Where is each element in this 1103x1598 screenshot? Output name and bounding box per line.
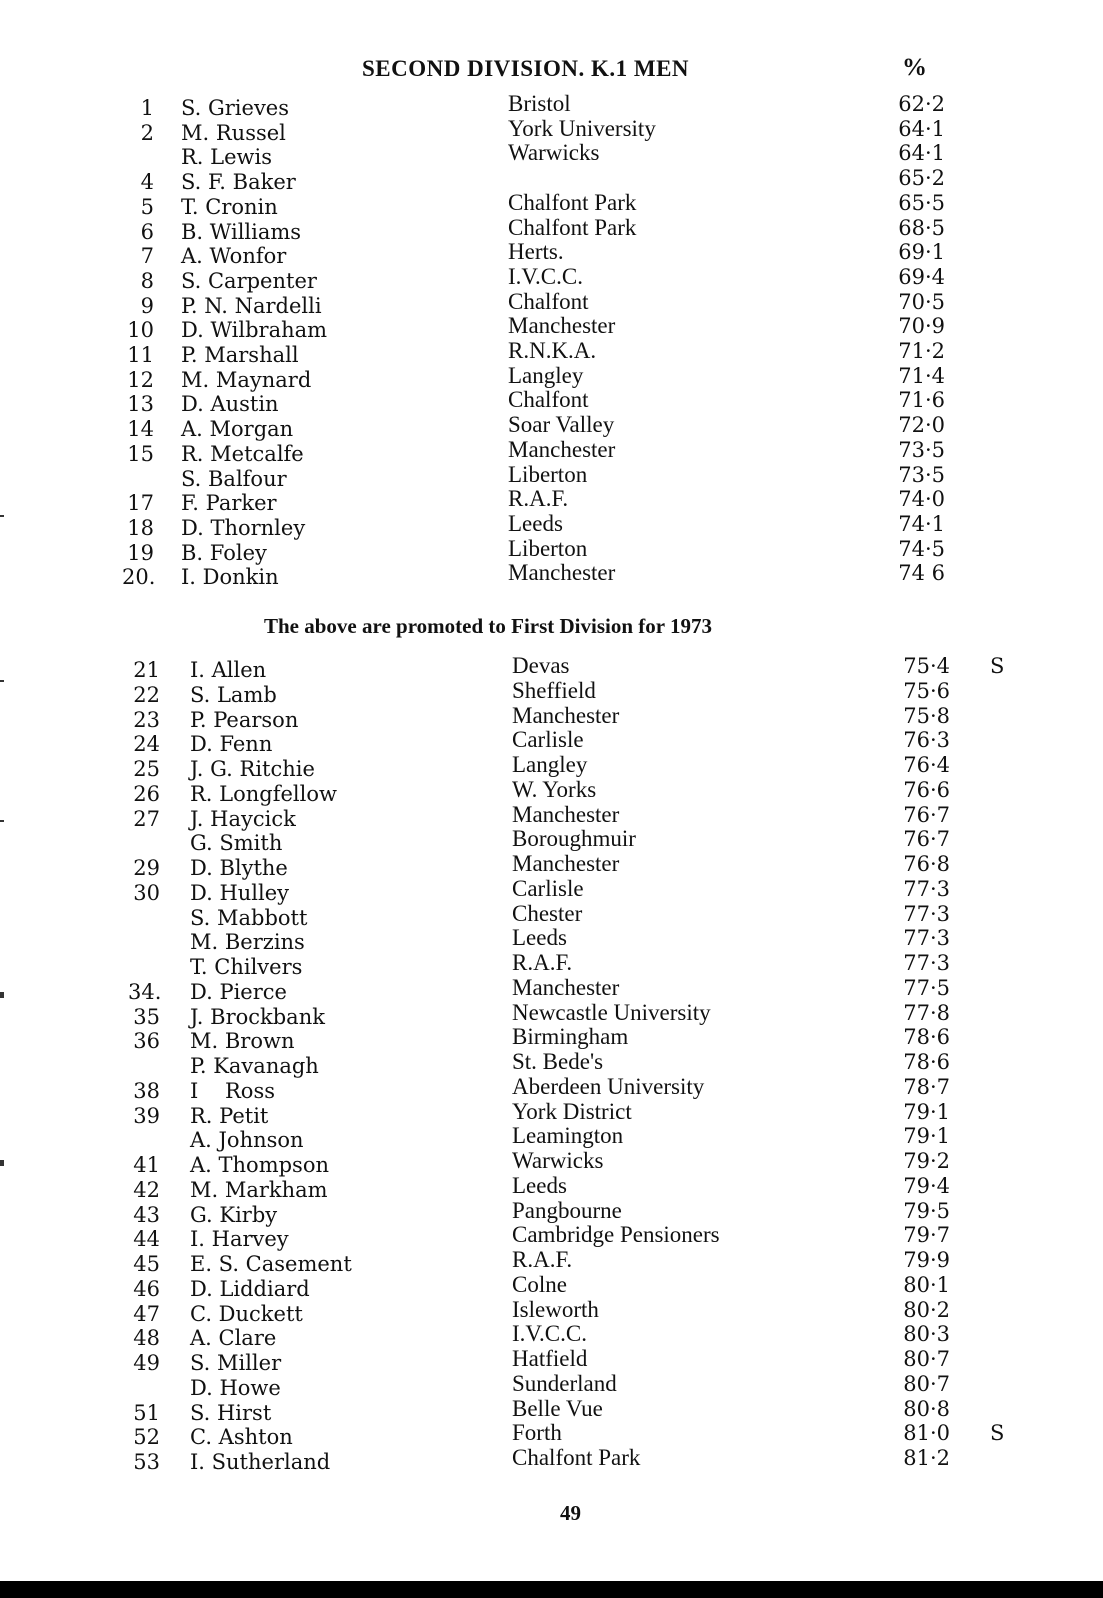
percentage-score: 64·1 — [898, 116, 945, 141]
club-name: Langley — [508, 362, 584, 388]
position-number: 35 — [133, 1004, 160, 1029]
position-number: 29 — [133, 856, 160, 880]
club-name: Pangbourne — [512, 1197, 622, 1223]
competitor-name: P. Kavanagh — [190, 1054, 319, 1078]
club-name: Aberdeen University — [512, 1073, 705, 1099]
scan-edge-mark — [0, 820, 4, 822]
position-number: 44 — [133, 1227, 160, 1252]
percentage-score: 62·2 — [898, 92, 945, 116]
competitor-name: J. Brockbank — [190, 1004, 325, 1029]
competitor-name: R. Metcalfe — [181, 441, 304, 466]
club-name: Devas — [512, 653, 570, 678]
club-name: Chalfont Park — [508, 189, 637, 215]
position-number: 22 — [133, 682, 160, 707]
percentage-score: 76·6 — [903, 777, 950, 802]
club-name: Forth — [512, 1420, 562, 1446]
table-row — [0, 1445, 1103, 1474]
club-name: Liberton — [508, 461, 588, 487]
competitor-name: I Ross — [190, 1078, 276, 1103]
competitor-name: D. Hulley — [190, 880, 290, 905]
percentage-score: 79·7 — [903, 1223, 950, 1248]
percentage-score: 70·5 — [898, 289, 945, 314]
percentage-score: 75·4 — [903, 654, 950, 678]
percentage-score: 72·0 — [898, 413, 945, 438]
percentage-score: 71·2 — [898, 339, 945, 363]
percentage-score: 80·3 — [903, 1322, 950, 1347]
scan-edge-mark — [0, 992, 4, 998]
club-name: I.V.C.C. — [512, 1321, 587, 1347]
percentage-score: 77·8 — [903, 1000, 950, 1025]
club-name: Herts. — [508, 239, 564, 265]
percentage-score: 71·4 — [898, 363, 945, 388]
competitor-name: D. Austin — [181, 392, 279, 417]
club-name: Chester — [512, 900, 583, 926]
competitor-name: P. N. Nardelli — [181, 293, 322, 318]
club-name: Colne — [512, 1271, 567, 1297]
percentage-score: 81·2 — [903, 1446, 950, 1470]
percentage-score: 75·8 — [903, 703, 950, 728]
competitor-name: P. Marshall — [181, 343, 299, 367]
bottom-rule — [0, 1581, 1103, 1598]
position-number: 15 — [127, 441, 154, 466]
table-row — [0, 560, 1103, 590]
scan-edge-mark — [0, 515, 4, 517]
competitor-name: S. Miller — [190, 1351, 282, 1375]
percentage-score: 73·5 — [898, 437, 945, 462]
percentage-score: 76·7 — [903, 827, 950, 852]
competitor-name: S. F. Baker — [181, 170, 296, 195]
competitor-name: S. Mabbott — [190, 905, 308, 930]
club-name: Belle Vue — [512, 1395, 603, 1421]
percentage-score: 64·1 — [898, 141, 945, 166]
position-number: 20. — [122, 565, 156, 590]
competitor-name: C. Ashton — [190, 1425, 293, 1450]
percentage-score: 74·1 — [898, 511, 945, 536]
position-number: 4 — [140, 170, 154, 195]
club-name: Isleworth — [512, 1296, 599, 1322]
position-number: 36 — [133, 1029, 160, 1054]
note-mark: S — [990, 1421, 1005, 1446]
club-name: Leamington — [512, 1123, 624, 1149]
competitor-name: M. Brown — [190, 1029, 295, 1054]
percentage-score: 78·7 — [903, 1074, 950, 1099]
position-number: 17 — [127, 491, 154, 516]
club-name: Leeds — [512, 1172, 567, 1198]
club-name: R.N.K.A. — [508, 338, 597, 363]
competitor-name: A. Clare — [190, 1326, 277, 1351]
position-number: 48 — [133, 1326, 160, 1351]
percentage-score: 70·9 — [898, 314, 945, 339]
competitor-name: P. Pearson — [190, 707, 299, 732]
competitor-name: M. Maynard — [181, 367, 312, 392]
position-number: 26 — [133, 781, 160, 806]
percentage-score: 77·3 — [903, 901, 950, 926]
club-name: Carlisle — [512, 727, 584, 753]
position-number: 51 — [133, 1400, 160, 1425]
position-number: 53 — [133, 1450, 160, 1474]
competitor-name: D. Wilbraham — [181, 318, 328, 343]
position-number: 2 — [140, 120, 154, 145]
competitor-name: R. Petit — [190, 1103, 269, 1128]
competitor-name: S. Lamb — [190, 682, 277, 707]
club-name: Leeds — [512, 925, 567, 951]
competitor-name: A. Wonfor — [181, 244, 287, 269]
percentage-score: 79·9 — [903, 1248, 950, 1272]
position-number: 49 — [133, 1351, 160, 1375]
position-number: 5 — [140, 194, 154, 219]
club-name: I.V.C.C. — [508, 263, 583, 289]
competitor-name: S. Hirst — [190, 1400, 272, 1425]
percentage-score: 74 6 — [898, 561, 945, 586]
club-name: Carlisle — [512, 875, 584, 901]
club-name: R.A.F. — [512, 950, 573, 975]
competitor-name: B. Foley — [181, 540, 267, 565]
club-name: St. Bede's — [512, 1049, 604, 1074]
competitor-name: J. G. Ritchie — [190, 757, 315, 781]
competitor-name: I. Allen — [190, 658, 267, 682]
percentage-score: 77·3 — [903, 951, 950, 975]
club-name: Warwicks — [512, 1148, 604, 1173]
club-name: Manchester — [508, 313, 616, 339]
club-name: R.A.F. — [508, 486, 569, 512]
scan-edge-mark — [0, 680, 4, 682]
position-number: 52 — [133, 1425, 160, 1450]
competitor-name: F. Parker — [181, 491, 277, 516]
competitor-name: T. Chilvers — [190, 955, 303, 979]
percentage-score: 74·5 — [898, 536, 945, 561]
club-name: Manchester — [512, 974, 620, 1000]
competitor-name: T. Cronin — [181, 194, 278, 219]
club-name: Cambridge Pensioners — [512, 1222, 720, 1248]
competitor-name: M. Markham — [190, 1177, 328, 1202]
club-name: Boroughmuir — [512, 826, 636, 852]
competitor-name: A. Morgan — [181, 417, 294, 442]
position-number: 45 — [133, 1252, 160, 1276]
page-number: 49 — [560, 1501, 581, 1525]
competitor-name: D. Fenn — [190, 732, 273, 757]
club-name: Chalfont Park — [508, 214, 637, 240]
club-name: Warwicks — [508, 140, 600, 166]
position-number: 47 — [133, 1301, 160, 1326]
competitor-name: E. S. Casement — [190, 1252, 352, 1276]
percentage-score: 74·0 — [898, 487, 945, 512]
position-number: 11 — [127, 343, 154, 367]
percentage-score: 76·7 — [903, 802, 950, 827]
percentage-score: 79·1 — [903, 1099, 950, 1124]
percentage-score: 77·3 — [903, 926, 950, 951]
competitor-name: D. Liddiard — [190, 1276, 310, 1301]
competitor-name: D. Pierce — [190, 979, 287, 1004]
competitor-name: C. Duckett — [190, 1301, 303, 1326]
position-number: 30 — [133, 880, 160, 905]
scan-edge-mark — [0, 1160, 4, 1166]
position-number: 8 — [140, 268, 154, 293]
competitor-name: I. Donkin — [181, 565, 279, 590]
position-number: 27 — [133, 806, 160, 831]
note-mark: S — [990, 654, 1005, 678]
position-number: 13 — [127, 392, 154, 417]
percentage-score: 81·0 — [903, 1421, 950, 1446]
percentage-score: 79·5 — [903, 1198, 950, 1223]
position-number: 23 — [133, 707, 160, 732]
position-number: 41 — [133, 1153, 160, 1177]
club-name: W. Yorks — [512, 776, 597, 802]
club-name: Langley — [512, 752, 588, 777]
club-name: York University — [508, 115, 656, 141]
percentage-score: 65·2 — [898, 166, 945, 191]
position-number: 21 — [133, 658, 160, 682]
percentage-score: 76·4 — [903, 753, 950, 777]
percentage-score: 75·6 — [903, 678, 950, 703]
competitor-name: S. Carpenter — [181, 268, 317, 293]
club-name: Sheffield — [512, 677, 596, 703]
percentage-score: 80·7 — [903, 1371, 950, 1396]
percentage-score: 69·4 — [898, 264, 945, 289]
club-name: Chalfont — [508, 288, 589, 314]
percentage-score: 80·2 — [903, 1297, 950, 1322]
competitor-name: G. Kirby — [190, 1202, 278, 1227]
competitor-name: S. Balfour — [181, 466, 287, 491]
club-name: Manchester — [508, 560, 616, 586]
percentage-score: 76·8 — [903, 852, 950, 876]
percentage-score: 79·2 — [903, 1149, 950, 1173]
percentage-score: 79·4 — [903, 1173, 950, 1198]
club-name: Newcastle University — [512, 999, 711, 1025]
club-name: R.A.F. — [512, 1247, 573, 1272]
competitor-name: D. Blythe — [190, 856, 288, 880]
position-number: 7 — [140, 244, 154, 269]
competitor-name: B. Williams — [181, 219, 302, 244]
position-number: 1 — [140, 96, 154, 120]
percentage-score: 69·1 — [898, 240, 945, 265]
percentage-score: 77·5 — [903, 975, 950, 1000]
club-name: Sunderland — [512, 1370, 617, 1396]
position-number: 46 — [133, 1276, 160, 1301]
percentage-score: 79·1 — [903, 1124, 950, 1149]
club-name: Manchester — [512, 801, 620, 827]
promotion-note: The above are promoted to First Division for 1973 — [264, 614, 712, 638]
competitor-name: S. Grieves — [181, 96, 290, 120]
position-number: 38 — [133, 1078, 160, 1103]
percentage-score: 80·1 — [903, 1272, 950, 1297]
position-number: 6 — [140, 219, 154, 244]
club-name: Manchester — [508, 436, 616, 462]
percentage-score: 77·3 — [903, 876, 950, 901]
position-number: 12 — [127, 367, 154, 392]
competitor-name: I. Harvey — [190, 1227, 289, 1252]
club-name: Manchester — [512, 851, 620, 876]
percentage-score: 78·6 — [903, 1025, 950, 1050]
competitor-name: R. Lewis — [181, 145, 273, 170]
position-number: 25 — [133, 757, 160, 781]
competitor-name: M. Berzins — [190, 930, 305, 955]
club-name: Chalfont Park — [512, 1445, 641, 1470]
position-number: 9 — [140, 293, 154, 318]
percentage-score: 73·5 — [898, 462, 945, 487]
position-number: 24 — [133, 732, 160, 757]
percentage-score: 80·8 — [903, 1396, 950, 1421]
club-name: York District — [512, 1098, 632, 1124]
percentage-score: 76·3 — [903, 728, 950, 753]
club-name: Bristol — [508, 91, 571, 116]
club-name: Manchester — [512, 702, 620, 728]
competitor-name: R. Longfellow — [190, 781, 337, 806]
position-number: 18 — [127, 515, 154, 540]
competitor-name: G. Smith — [190, 831, 283, 856]
competitor-name: D. Thornley — [181, 515, 306, 540]
position-number: 19 — [127, 540, 154, 565]
percentage-score: 71·6 — [898, 388, 945, 413]
position-number: 42 — [133, 1177, 160, 1202]
percentage-score: 78·6 — [903, 1050, 950, 1074]
competitor-name: D. Howe — [190, 1375, 281, 1400]
club-name: Leeds — [508, 510, 563, 536]
club-name: Soar Valley — [508, 412, 615, 438]
club-name: Hatfield — [512, 1346, 588, 1371]
competitor-name: I. Sutherland — [190, 1450, 331, 1474]
percentage-score: 80·7 — [903, 1347, 950, 1371]
position-number: 43 — [133, 1202, 160, 1227]
position-number: 39 — [133, 1103, 160, 1128]
division-title: SECOND DIVISION. K.1 MEN — [362, 56, 690, 81]
percentage-score: 65·5 — [898, 190, 945, 215]
position-number: 34. — [128, 979, 162, 1004]
club-name: Birmingham — [512, 1024, 629, 1050]
club-name: Liberton — [508, 535, 588, 561]
position-number: 10 — [127, 318, 154, 343]
percent-column-header: % — [902, 54, 927, 81]
competitor-name: A. Johnson — [190, 1128, 304, 1153]
club-name: Chalfont — [508, 387, 589, 413]
competitor-name: M. Russel — [181, 120, 286, 145]
percentage-score: 68·5 — [898, 215, 945, 240]
competitor-name: A. Thompson — [190, 1153, 329, 1177]
competitor-name: J. Haycick — [190, 806, 296, 831]
position-number: 14 — [127, 417, 154, 442]
